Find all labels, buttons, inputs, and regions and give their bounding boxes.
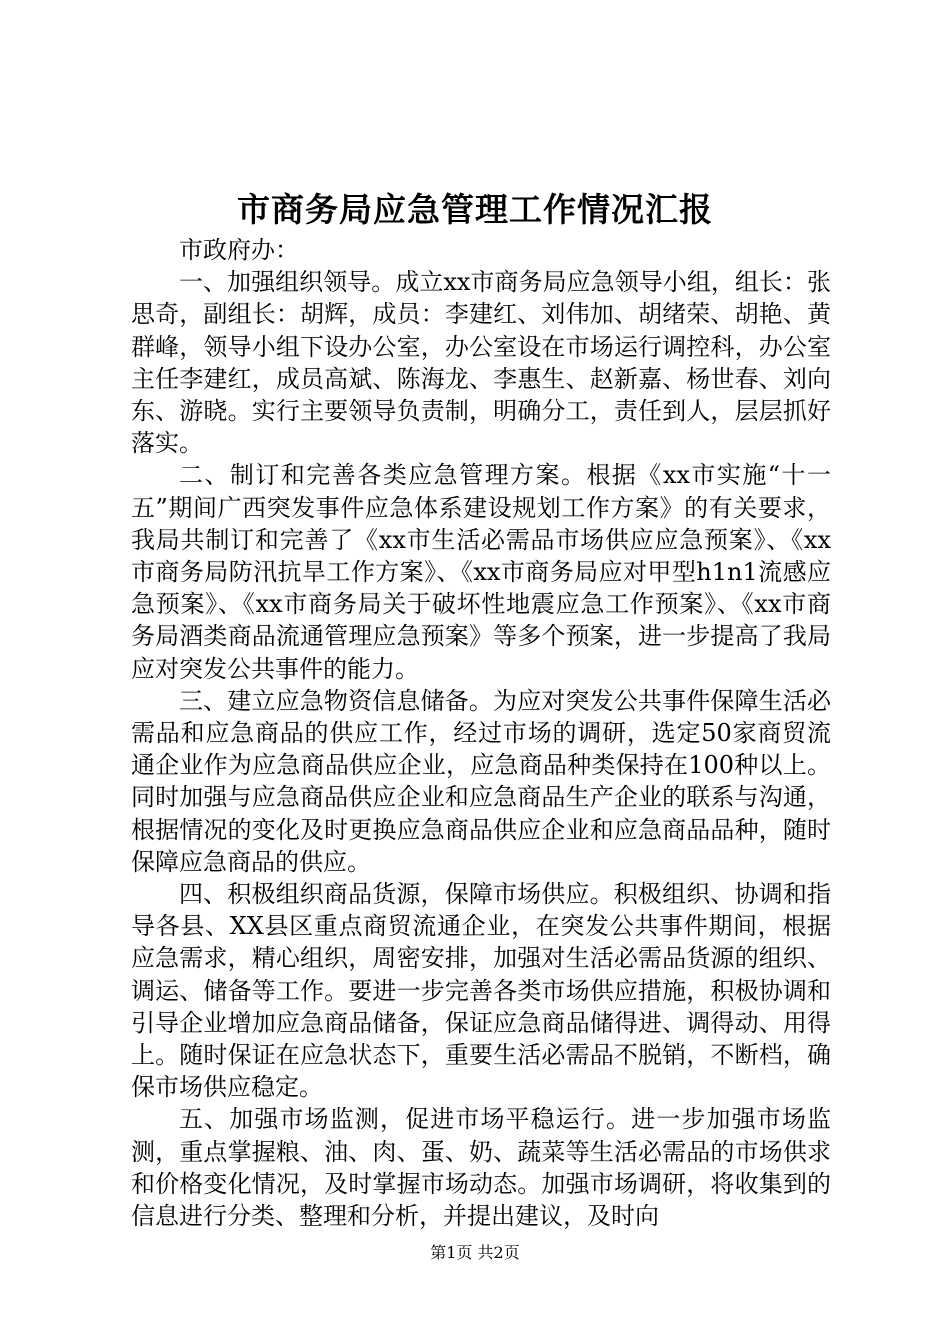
paragraph-1: 一、加强组织领导。成立xx市商务局应急领导小组，组长：张思奇，副组长：胡辉，成员：李建红、刘伟加、胡绪荣、胡艳、黄群峰，领导小组下设办公室，办公室设在市场运行调控科，办公室主任李建红，成员高斌、陈海龙、李惠生、赵新嘉、杨世春、刘向东、游晓。实行主要领导负责制，明确分工，责任到人，层层抓好落实。 <box>131 268 831 458</box>
page-footer: 第1页 共2页 <box>430 1243 520 1262</box>
paragraph-4: 四、积极组织商品货源，保障市场供应。积极组织、协调和指导各县、XX县区重点商贸流通企业，在突发公共事件期间，根据应急需求，精心组织，周密安排，加强对生活必需品货源的组织、调运、储备等工作。要进一步完善各类市场供应措施，积极协调和引导企业增加应急商品储备，保证应急商品储得进、调得动、用得上。随时保证在应急状态下，重要生活必需品不脱销，不断档，确保市场供应稳定。 <box>131 880 831 1102</box>
salutation: 市政府办： <box>179 236 299 264</box>
document-title: 市商务局应急管理工作情况汇报 <box>237 190 713 229</box>
document-body <box>131 234 831 1232</box>
paragraph-2: 二、制订和完善各类应急管理方案。根据《xx市实施“十一五”期间广西突发事件应急体系建设规划工作方案》的有关要求，我局共制订和完善了《xx市生活必需品市场供应应急预案》、《xx市商务局防汛抗旱工作方案》、《xx市商务局应对甲型h1n1流感应急预案》、《xx市商务局关于破坏性地震应急工作预案》、《xx市商务局酒类商品流通管理应急预案》等多个预案，进一步提高了我局应对突发公共事件的能力。 <box>131 461 831 683</box>
paragraph-3: 三、建立应急物资信息储备。为应对突发公共事件保障生活必需品和应急商品的供应工作，经过市场的调研，选定50家商贸流通企业作为应急商品供应企业，应急商品种类保持在100种以上。同时加强与应急商品供应企业和应急商品生产企业的联系与沟通，根据情况的变化及时更换应急商品供应企业和应急商品品种，随时保障应急商品的供应。 <box>131 686 831 876</box>
paragraph-5: 五、加强市场监测，促进市场平稳运行。进一步加强市场监测，重点掌握粮、油、肉、蛋、奶、蔬菜等生活必需品的市场供求和价格变化情况，及时掌握市场动态。加强市场调研，将收集到的信息进行分类、整理和分析，并提出建议，及时向 <box>131 1105 831 1231</box>
